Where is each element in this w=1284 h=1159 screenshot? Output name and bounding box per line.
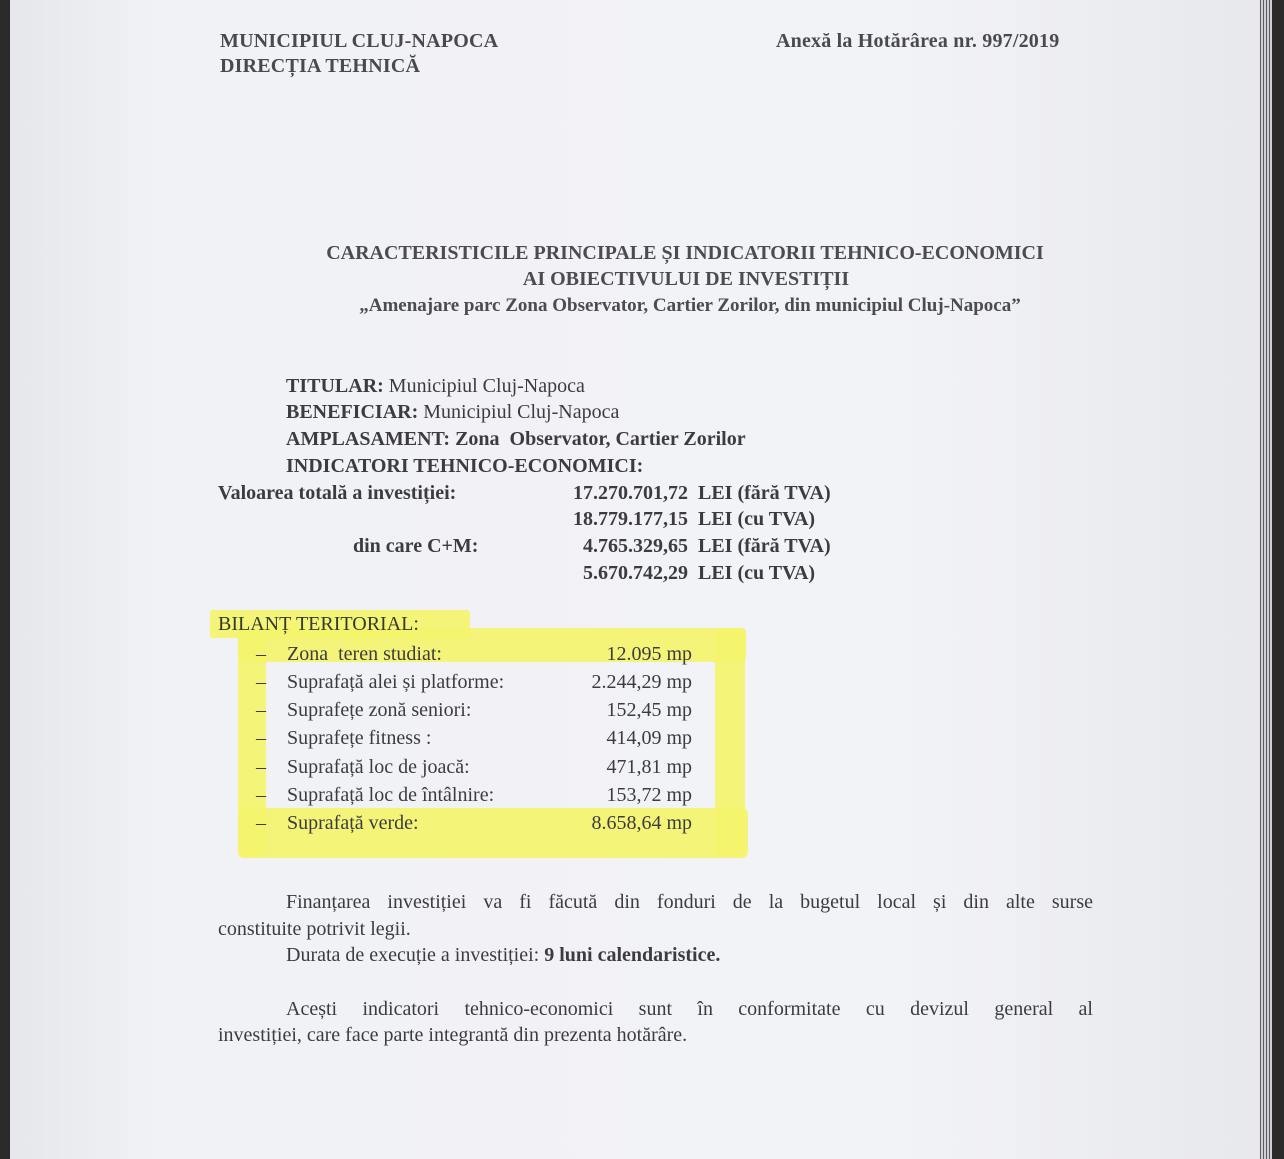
- cm-label: din care C+M:: [353, 535, 479, 557]
- bilant-value-fitness: 414,09 mp: [606, 727, 692, 749]
- titular-row: [286, 375, 585, 398]
- bilant-dash: –: [256, 699, 266, 721]
- doc-title-line2: AI OBIECTIVULUI DE INVESTIȚII: [522, 268, 850, 290]
- amount-total-fara-tva: 17.270.701,72: [573, 482, 688, 504]
- org-name: MUNICIPIUL CLUJ-NAPOCA: [220, 30, 499, 52]
- indicatori-heading: INDICATORI TEHNICO-ECONOMICI:: [286, 455, 644, 477]
- beneficiar-label: BENEFICIAR:: [286, 401, 419, 423]
- bilant-dash: –: [256, 671, 266, 693]
- bilant-label-intalnire: Suprafață loc de întâlnire:: [287, 784, 495, 806]
- beneficiar-value: Municipiul Cluj-Napoca: [423, 401, 620, 423]
- bilant-value-intalnire: 153,72 mp: [606, 784, 692, 806]
- duration-value: 9 luni calendaristice.: [544, 944, 721, 966]
- bilant-label-verde: Suprafață verde:: [287, 812, 419, 834]
- org-department: DIRECȚIA TEHNICĂ: [220, 55, 421, 77]
- amplasament-value: Zona Observator, Cartier Zorilor: [455, 428, 746, 450]
- amplasament-label: AMPLASAMENT:: [286, 428, 451, 450]
- conformity-paragraph-line1: Acești indicatori tehnico-economici sunt în conformitate cu devizul general al: [286, 998, 1093, 1020]
- annex-reference: Anexă la Hotărârea nr. 997/2019: [776, 30, 1060, 52]
- doc-title-line1: CARACTERISTICILE PRINCIPALE ȘI INDICATORII TEHNICO-ECONOMICI: [326, 242, 1044, 264]
- amount-total-cu-tva: 18.779.177,15: [573, 508, 688, 530]
- page-edge-scan-lines: [1260, 0, 1272, 1159]
- bilant-value-joaca: 471,81 mp: [606, 756, 692, 778]
- bilant-label-alei: Suprafață alei și platforme:: [287, 671, 505, 693]
- bilant-dash: –: [256, 643, 266, 665]
- conformity-paragraph-line2: investiției, care face parte integrantă din prezenta hotărâre.: [218, 1024, 688, 1046]
- bilant-label-teren: Zona teren studiat:: [287, 643, 442, 665]
- document-page: [10, 0, 1272, 1159]
- bilant-heading: BILANȚ TERITORIAL:: [218, 613, 419, 635]
- bilant-dash: –: [256, 727, 266, 749]
- amplasament-row: [286, 428, 746, 451]
- bilant-dash: –: [256, 812, 266, 834]
- unit-cm-fara-tva: LEI (fără TVA): [698, 535, 831, 557]
- unit-cm-cu-tva: LEI (cu TVA): [698, 562, 816, 584]
- project-name: „Amenajare parc Zona Observator, Cartier Zorilor, din municipiul Cluj-Napoca”: [359, 295, 1021, 316]
- bilant-label-fitness: Suprafețe fitness :: [287, 727, 432, 749]
- titular-label: TITULAR:: [286, 375, 384, 397]
- bilant-dash: –: [256, 756, 266, 778]
- bilant-value-alei: 2.244,29 mp: [591, 671, 692, 693]
- bilant-label-seniori: Suprafețe zonă seniori:: [287, 699, 472, 721]
- amount-cm-cu-tva: 5.670.742,29: [583, 562, 688, 584]
- bilant-value-teren: 12.095 mp: [606, 643, 692, 665]
- unit-total-cu-tva: LEI (cu TVA): [698, 508, 816, 530]
- duration-paragraph: [286, 942, 720, 969]
- bilant-value-verde: 8.658,64 mp: [591, 812, 692, 834]
- amount-cm-fara-tva: 4.765.329,65: [583, 535, 688, 557]
- unit-total-fara-tva: LEI (fără TVA): [698, 482, 831, 504]
- total-value-label: Valoarea totală a investiției:: [218, 482, 457, 504]
- titular-value: Municipiul Cluj-Napoca: [388, 375, 585, 397]
- duration-label: Durata de execuție a investiției:: [286, 944, 540, 966]
- bilant-label-joaca: Suprafață loc de joacă:: [287, 756, 470, 778]
- beneficiar-row: [286, 401, 619, 424]
- bilant-value-seniori: 152,45 mp: [606, 699, 692, 721]
- financing-paragraph-line1: Finanțarea investiției va fi făcută din fonduri de la bugetul local și din alte surse: [286, 891, 1093, 913]
- financing-paragraph-line2: constituite potrivit legii.: [218, 918, 411, 940]
- bilant-dash: –: [256, 784, 266, 806]
